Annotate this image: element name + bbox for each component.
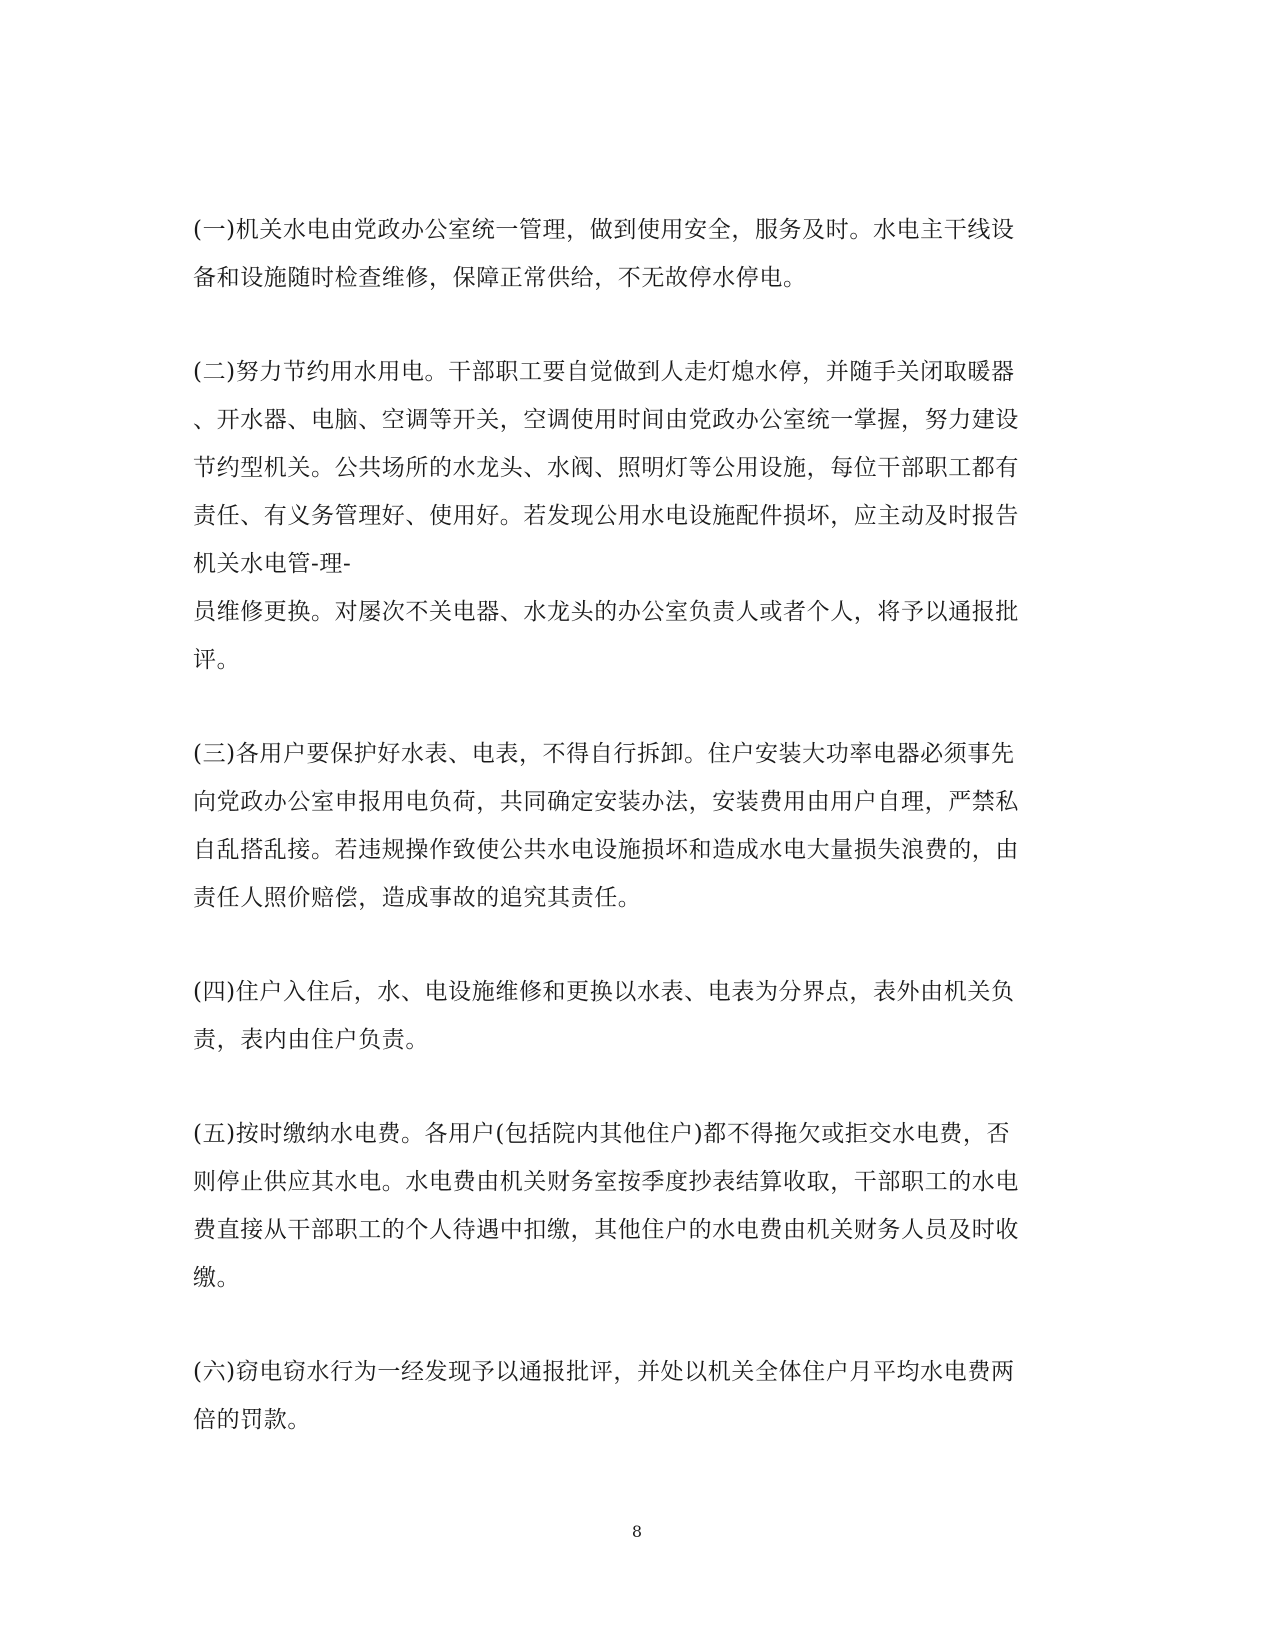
- text-line: 则停止供应其水电。水电费由机关财务室按季度抄表结算收取，干部职工的水电: [193, 1169, 1019, 1195]
- paragraph-4: [193, 968, 1063, 1064]
- text-line: 员维修更换。对屡次不关电器、水龙头的办公室负责人或者个人，将予以通报批: [193, 599, 1019, 625]
- text-line: (四)住户入住后，水、电设施维修和更换以水表、电表为分界点，表外由机关负: [193, 979, 1015, 1005]
- text-line: 向党政办公室申报用电负荷，共同确定安装办法，安装费用由用户自理，严禁私: [193, 789, 1019, 815]
- text-line: 、开水器、电脑、空调等开关，空调使用时间由党政办公室统一掌握，努力建设: [193, 407, 1019, 433]
- paragraph-5: [193, 1110, 1063, 1302]
- text-line: 节约型机关。公共场所的水龙头、水阀、照明灯等公用设施，每位干部职工都有: [193, 455, 1019, 481]
- paragraph-2: [193, 348, 1063, 684]
- text-line: (六)窃电窃水行为一经发现予以通报批评，并处以机关全体住户月平均水电费两: [193, 1359, 1015, 1385]
- document-body: [193, 206, 1063, 1490]
- text-line: (三)各用户要保护好水表、电表，不得自行拆卸。住户安装大功率电器必须事先: [193, 741, 1015, 767]
- text-line: 责，表内由住户负责。: [193, 1027, 429, 1053]
- text-line: 自乱搭乱接。若违规操作致使公共水电设施损坏和造成水电大量损失浪费的，由: [193, 837, 1019, 863]
- text-line: 备和设施随时检查维修，保障正常供给，不无故停水停电。: [193, 265, 807, 291]
- text-line: 机关水电管-理-: [193, 551, 352, 577]
- text-line: 缴。: [193, 1265, 241, 1291]
- text-line: 费直接从干部职工的个人待遇中扣缴，其他住户的水电费由机关财务人员及时收: [193, 1217, 1019, 1243]
- page-number: 8: [631, 1522, 643, 1541]
- text-line: 责任人照价赔偿，造成事故的追究其责任。: [193, 885, 642, 911]
- text-line: (一)机关水电由党政办公室统一管理，做到使用安全，服务及时。水电主干线设: [193, 217, 1015, 243]
- text-line: (五)按时缴纳水电费。各用户(包括院内其他住户)都不得拖欠或拒交水电费，否: [193, 1121, 1011, 1147]
- paragraph-6: [193, 1348, 1063, 1444]
- paragraph-1: [193, 206, 1063, 302]
- text-line: 责任、有义务管理好、使用好。若发现公用水电设施配件损坏，应主动及时报告: [193, 503, 1019, 529]
- text-line: 倍的罚款。: [193, 1407, 311, 1433]
- paragraph-3: [193, 730, 1063, 922]
- text-line: (二)努力节约用水用电。干部职工要自觉做到人走灯熄水停，并随手关闭取暖器: [193, 359, 1015, 385]
- text-line: 评。: [193, 647, 241, 673]
